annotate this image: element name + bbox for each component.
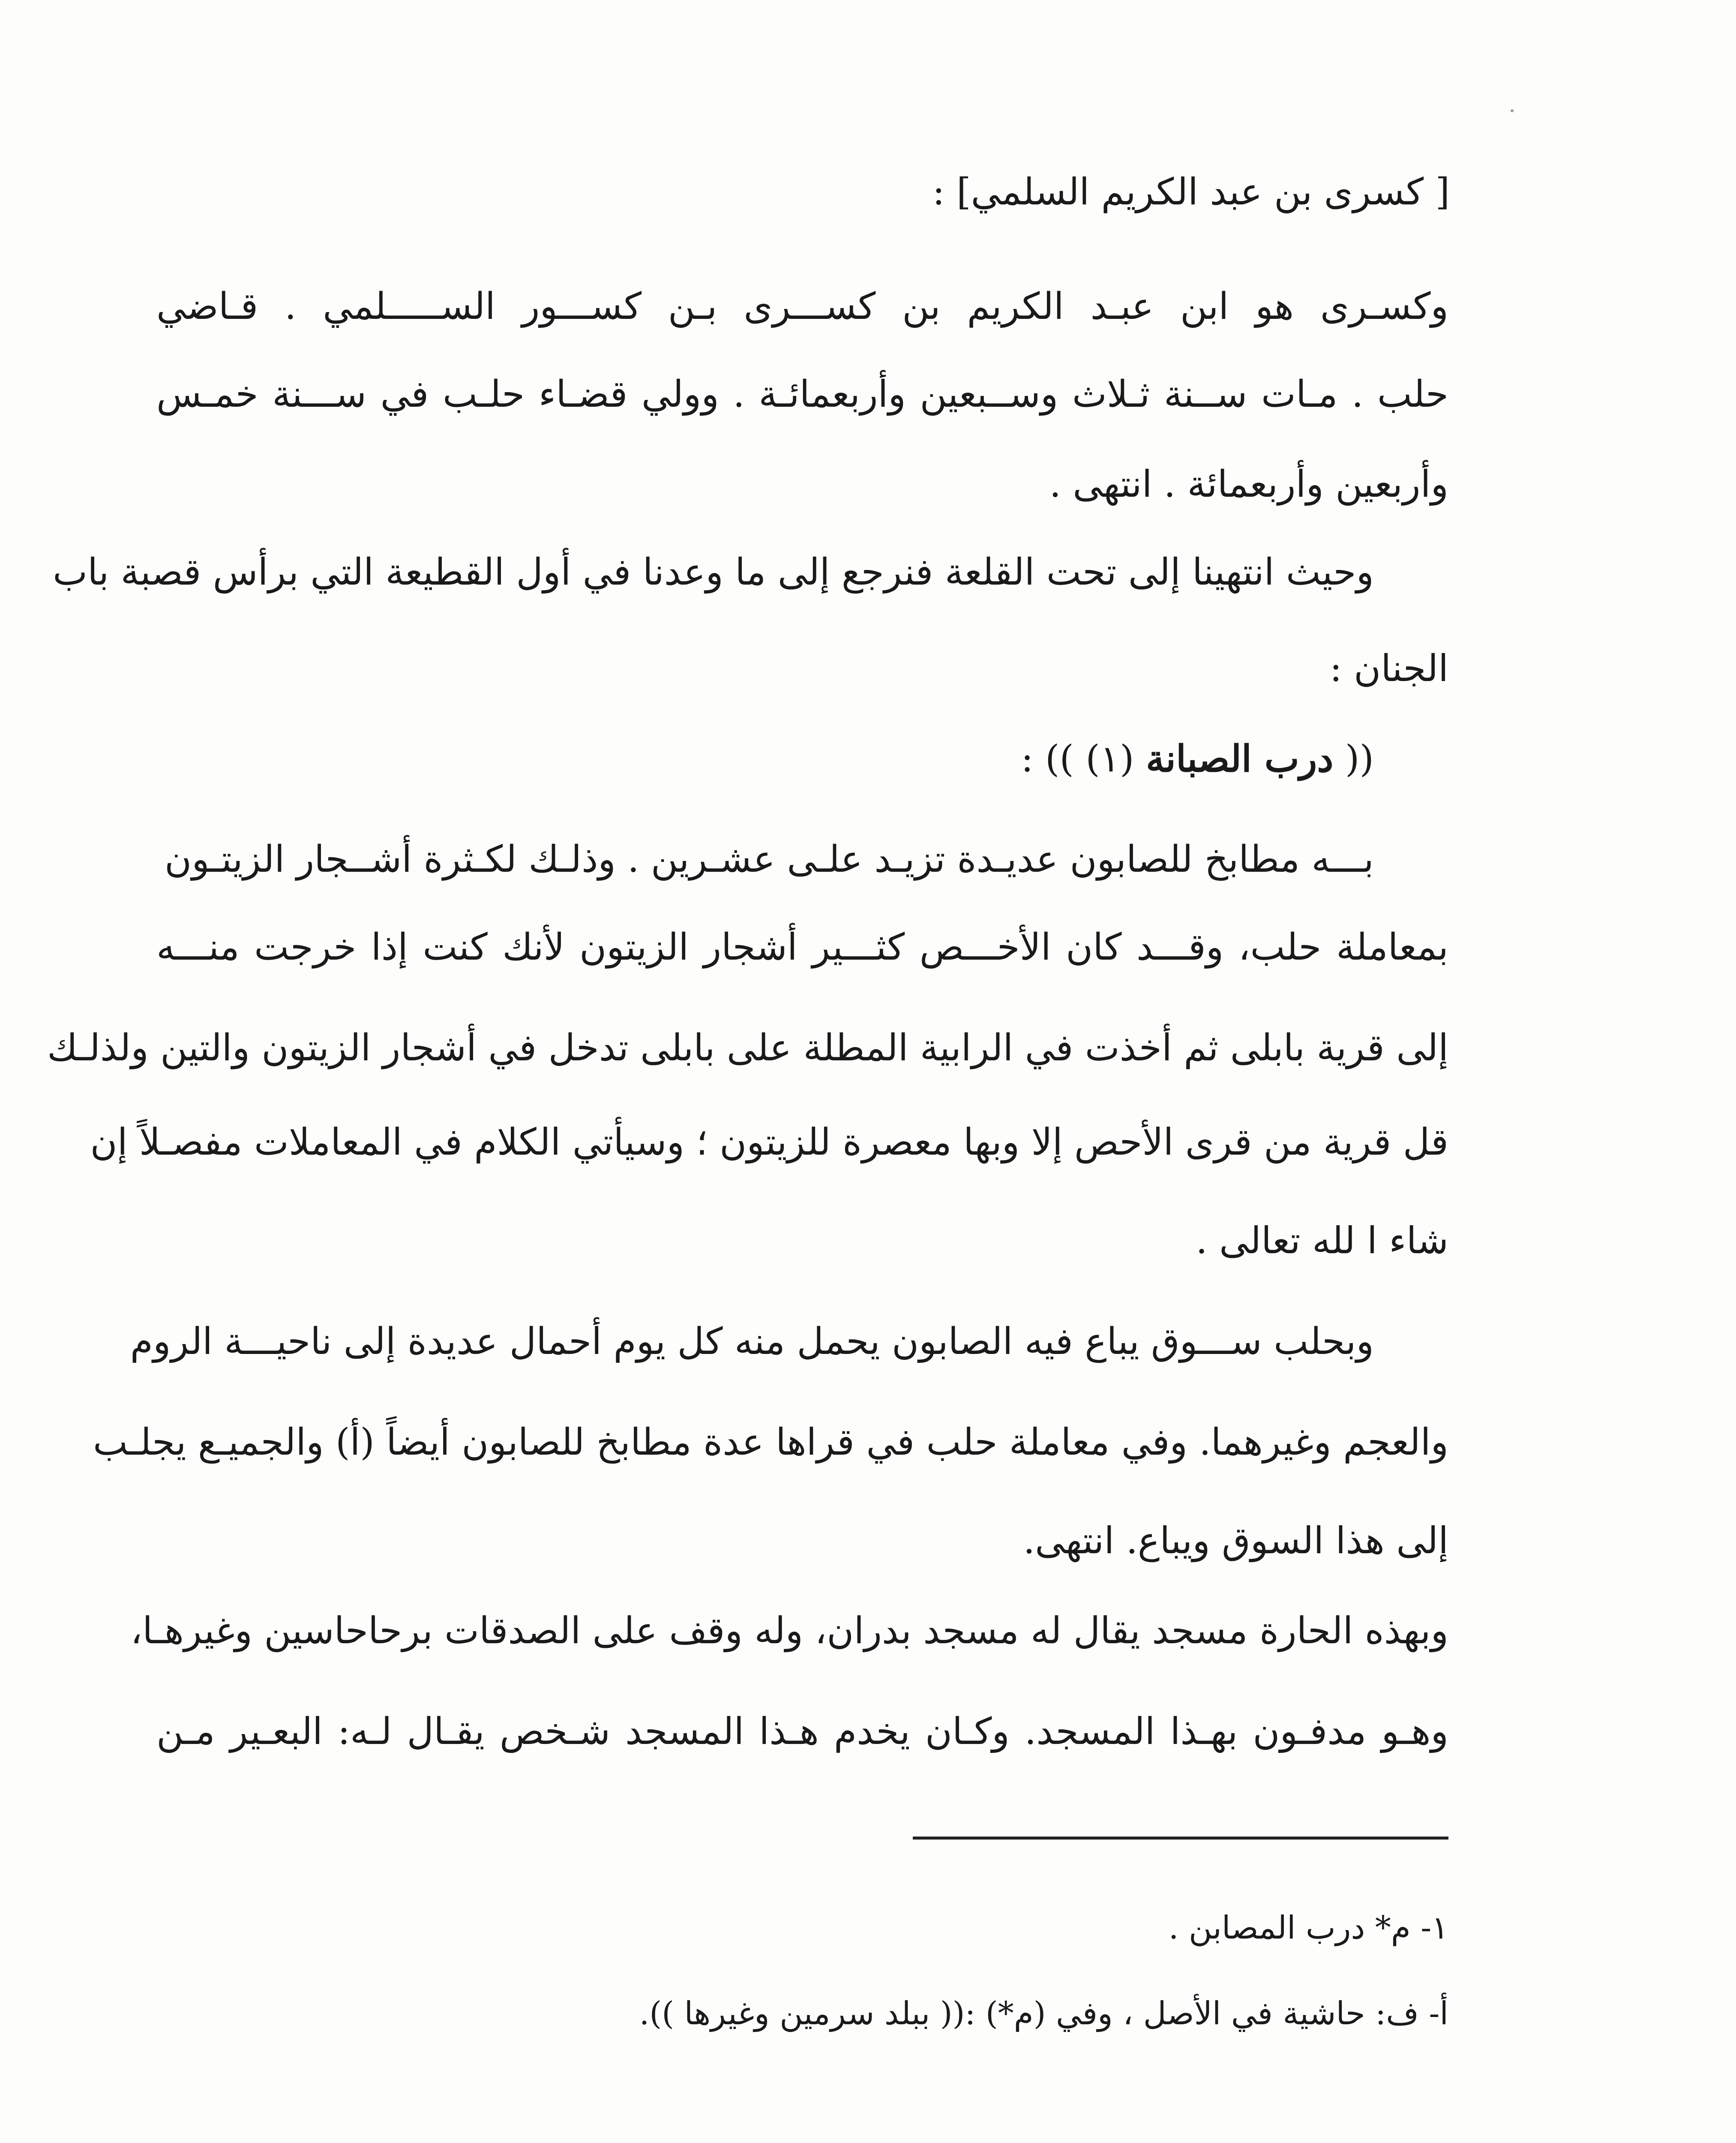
subheading: [1021, 737, 1374, 780]
para4-line-1: وبحلب ســـوق يباع فيه الصابون يحمل منه كل يوم أحمال عديدة إلى ناحيـــة الروم: [130, 1320, 1374, 1363]
footnote-1: ١- م* درب المصابن .: [1168, 1909, 1448, 1946]
para1-line-2: حلب . مـات ســنة ثـلاث وســبعين وأربعمائـة . وولي قضـاء حلـب في ســـنة خمـس: [156, 373, 1448, 416]
para4-line-2: والعجم وغيرهما. وفي معاملة حلب في قراها عدة مطابخ للصابون أيضاً (أ) والجميـع يجلـب: [93, 1421, 1448, 1464]
para3-line-5: شاء ا لله تعالى .: [1196, 1219, 1448, 1262]
para2-line-1: وحيث انتهينا إلى تحت القلعة فنرجع إلى ما وعدنا في أول القطيعة التي برأس قصبة باب: [53, 551, 1374, 594]
para3-line-3: إلى قرية بابلى ثم أخذت في الرابية المطلة على بابلى تدخل في أشجار الزيتون والتين ولذلـك: [47, 1026, 1448, 1069]
scan-speck: [1511, 109, 1514, 112]
para5-line-2: وهـو مدفـون بهـذا المسجد. وكـان يخدم هـذا المسجد شـخص يقـال لـه: البعـير مـن: [156, 1710, 1448, 1753]
para5-line-1: وبهذه الحارة مسجد يقال له مسجد بدران، وله وقف على الصدقات برحاحاسين وغيرهـا،: [130, 1609, 1448, 1652]
para3-line-2: بمعاملة حلب، وقـــد كان الأخـــص كثـــير أشجار الزيتون لأنك كنت إذا خرجت منـــه: [156, 926, 1448, 969]
para1-line-1: وكسـرى هو ابن عبـد الكريم بن كســـرى بـن كســـور الســـــلمي . قـاضي: [156, 285, 1448, 328]
para3-line-4: قل قرية من قرى الأحص إلا وبها معصرة للزيتون ؛ وسيأتي الكلام في المعاملات مفصـلاً إن: [90, 1121, 1448, 1164]
footnote-a: أ- ف: حاشية في الأصل ، وفي (م*) :(( ببلد سرمين وغيرها )).: [639, 1995, 1448, 2032]
subheading-open: ((: [1345, 738, 1374, 780]
para1-line-3: وأربعين وأربعمائة . انتهى .: [1049, 463, 1448, 506]
subheading-close: (١) )) :: [1021, 738, 1134, 780]
section-heading: [ كسرى بن عبد الكريم السلمي] :: [932, 171, 1450, 213]
para3-line-1: بـــه مطابخ للصابون عديـدة تزيـد علـى عشـرين . وذلـك لكـثرة أشــجار الزيتـون: [165, 838, 1374, 881]
subheading-title: درب الصبانة: [1145, 737, 1334, 780]
para2-line-2: الجنان :: [1329, 647, 1448, 690]
para4-line-3: إلى هذا السوق ويباع. انتهى.: [1023, 1519, 1448, 1562]
footnote-divider: [913, 1837, 1448, 1840]
